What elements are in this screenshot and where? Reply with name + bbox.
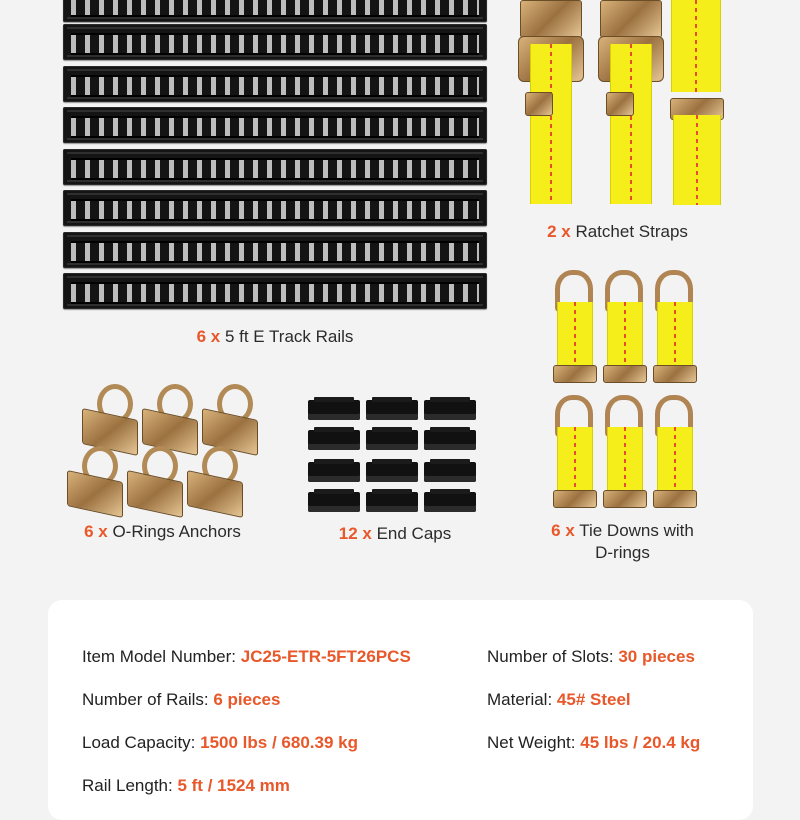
e-track-rail xyxy=(63,24,487,60)
end-cap xyxy=(308,462,360,482)
spec-model xyxy=(82,647,411,667)
tie-down-strap xyxy=(657,427,693,493)
spec-material-label: Material: xyxy=(487,690,553,709)
spec-load xyxy=(82,733,358,753)
ratchet-strap-webbing xyxy=(530,44,572,204)
end-cap xyxy=(366,462,418,482)
spec-load-value: 1500 lbs / 680.39 kg xyxy=(200,733,358,752)
rails-caption xyxy=(150,326,400,348)
rails-label: 5 ft E Track Rails xyxy=(224,327,354,346)
end-cap xyxy=(424,492,476,512)
e-track-rail xyxy=(63,190,487,226)
end-cap xyxy=(366,430,418,450)
ratchet-label: Ratchet Straps xyxy=(575,222,688,241)
tie-down-strap xyxy=(607,427,643,493)
o-rings-label: O-Rings Anchors xyxy=(112,522,241,541)
spec-slots-value: 30 pieces xyxy=(618,647,695,666)
spec-load-label: Load Capacity: xyxy=(82,733,196,752)
end-cap xyxy=(366,400,418,420)
end-cap xyxy=(308,492,360,512)
e-fitting xyxy=(603,490,647,508)
tie-down-label-line2: D-rings xyxy=(595,543,650,562)
e-track-rail xyxy=(63,107,487,143)
end-cap xyxy=(308,400,360,420)
end-caps-label: End Caps xyxy=(376,524,452,543)
spec-rails-label: Number of Rails: xyxy=(82,690,209,709)
e-track-rail xyxy=(63,149,487,185)
e-fitting xyxy=(653,490,697,508)
e-fitting xyxy=(603,365,647,383)
e-fitting xyxy=(553,365,597,383)
tie-down-label: Tie Downs with xyxy=(579,521,694,540)
spec-model-value: JC25-ETR-5FT26PCS xyxy=(240,647,411,666)
o-rings-qty: 6 x xyxy=(84,522,108,541)
e-track-rail xyxy=(63,0,487,22)
spec-slots-label: Number of Slots: xyxy=(487,647,614,666)
spec-weight-label: Net Weight: xyxy=(487,733,576,752)
end-caps-qty: 12 x xyxy=(338,524,372,543)
tie-down-strap xyxy=(557,427,593,493)
spec-rails-value: 6 pieces xyxy=(213,690,281,709)
end-cap xyxy=(366,492,418,512)
e-fitting xyxy=(653,365,697,383)
spec-weight-value: 45 lbs / 20.4 kg xyxy=(580,733,701,752)
tie-down-qty: 6 x xyxy=(551,521,575,540)
spec-model-label: Item Model Number: xyxy=(82,647,236,666)
tie-down-strap xyxy=(657,302,693,368)
spec-slots xyxy=(487,647,695,667)
e-track-rail xyxy=(63,273,487,309)
e-track-rail xyxy=(63,232,487,268)
ratchet-strap-webbing xyxy=(610,44,652,204)
spec-material xyxy=(487,690,631,710)
tie-down-strap xyxy=(557,302,593,368)
end-cap xyxy=(424,430,476,450)
spec-length xyxy=(82,776,290,796)
spec-length-label: Rail Length: xyxy=(82,776,173,795)
tie-down-strap xyxy=(607,302,643,368)
strap-end xyxy=(671,0,721,92)
spec-rails xyxy=(82,690,280,710)
e-track-rail xyxy=(63,66,487,102)
ratchet-buckle xyxy=(600,0,662,38)
e-fitting xyxy=(606,92,634,116)
end-cap xyxy=(308,430,360,450)
end-cap xyxy=(424,400,476,420)
spec-material-value: 45# Steel xyxy=(556,690,631,709)
spec-length-value: 5 ft / 1524 mm xyxy=(177,776,290,795)
e-fitting xyxy=(553,490,597,508)
end-caps-caption xyxy=(320,523,470,545)
ratchet-caption xyxy=(525,221,710,243)
end-cap xyxy=(424,462,476,482)
strap-end xyxy=(673,115,721,205)
ratchet-buckle xyxy=(520,0,582,38)
tie-down-caption xyxy=(530,520,715,564)
e-fitting xyxy=(525,92,553,116)
rails-qty: 6 x xyxy=(196,327,221,346)
ratchet-qty: 2 x xyxy=(547,222,571,241)
spec-weight xyxy=(487,733,700,753)
o-rings-caption xyxy=(70,521,255,543)
